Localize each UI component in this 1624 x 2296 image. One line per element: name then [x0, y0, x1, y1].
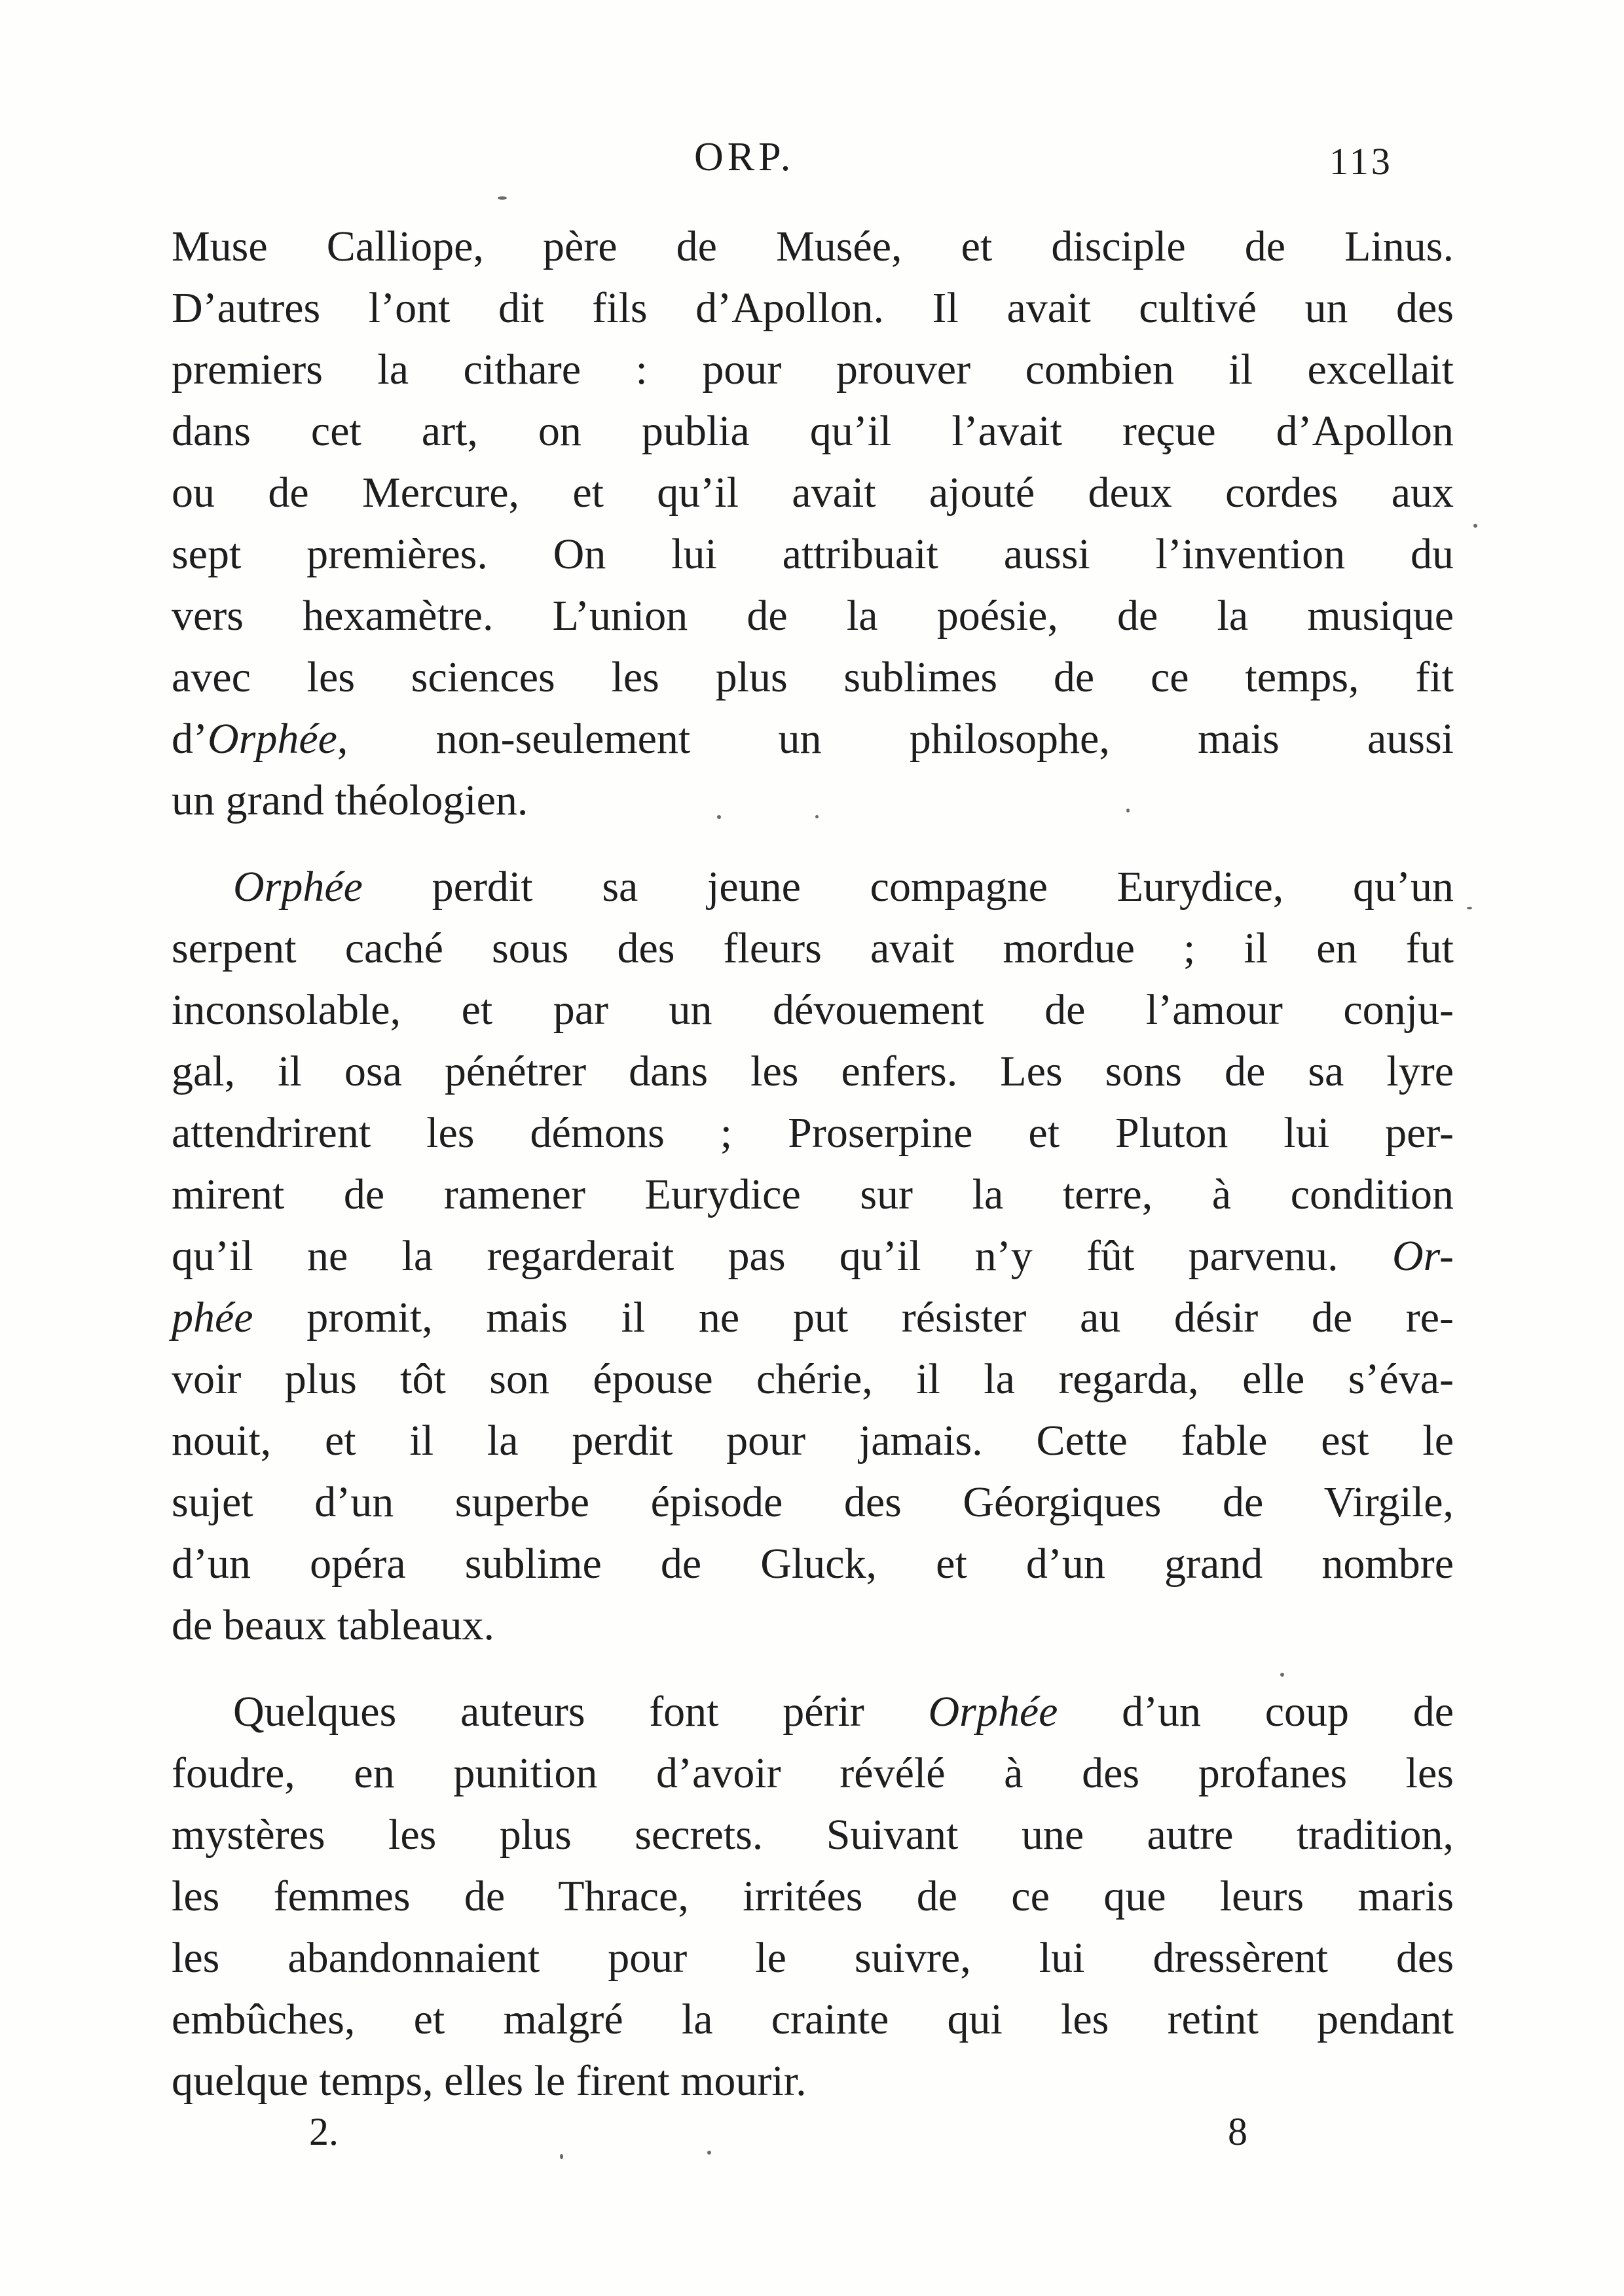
text-line: vers hexamètre. L’union de la poésie, de la musique: [172, 592, 1454, 640]
proper-name-italic: Orphée: [233, 863, 363, 911]
text-line: les abandonnaient pour le suivre, lui dressèrent des: [172, 1934, 1454, 1982]
text-line: dans cet art, on publia qu’il l’avait reçue d’Apollon: [172, 407, 1454, 455]
text-line: attendrirent les démons ; Proserpine et Pluton lui per-: [172, 1109, 1454, 1157]
text-line: Quelques auteurs font périr Orphée d’un coup de: [233, 1688, 1454, 1736]
text-line: gal, il osa pénétrer dans les enfers. Les sons de sa lyre: [172, 1048, 1454, 1095]
text-line: inconsolable, et par un dévouement de l’amour conju-: [172, 986, 1454, 1034]
paper-speck: [498, 196, 507, 200]
paper-speck: [1126, 809, 1130, 812]
paragraph-3: [172, 1681, 1454, 2112]
text-line: nouit, et il la perdit pour jamais. Cette fable est le: [172, 1417, 1454, 1465]
page-number: 113: [1329, 140, 1393, 183]
text-line: Muse Calliope, père de Musée, et disciple de Linus.: [172, 223, 1454, 270]
paragraph-2: [172, 856, 1454, 1656]
text-line: ou de Mercure, et qu’il avait ajouté deux cordes aux: [172, 469, 1454, 517]
body-text: [172, 216, 1454, 2137]
text-line: sept premières. On lui attribuait aussi l’invention du: [172, 530, 1454, 578]
text-line: d’Orphée, non-seulement un philosophe, mais aussi: [172, 715, 1454, 763]
text-line: embûches, et malgré la crainte qui les retint pendant: [172, 1995, 1454, 2043]
paper-speck: [1467, 907, 1472, 909]
paper-speck: [717, 815, 721, 819]
text-line: premiers la cithare : pour prouver combien il excellait: [172, 346, 1454, 393]
text-line: avec les sciences les plus sublimes de ce temps, fit: [172, 653, 1454, 701]
running-head: ORP.: [694, 135, 795, 179]
paper-speck: [707, 2151, 711, 2155]
page-header: [0, 134, 1624, 187]
proper-name-italic: Or-: [1392, 1232, 1454, 1280]
text-line: les femmes de Thrace, irritées de ce que leurs maris: [172, 1872, 1454, 1920]
text-line: phée promit, mais il ne put résister au désir de re-: [172, 1294, 1454, 1341]
text-line: sujet d’un superbe épisode des Géorgiques de Virgile,: [172, 1478, 1454, 1526]
proper-name-italic: phée: [172, 1294, 253, 1341]
text-line: D’autres l’ont dit fils d’Apollon. Il avait cultivé un des: [172, 284, 1454, 332]
text-line: Orphée perdit sa jeune compagne Eurydice, qu’un: [233, 863, 1454, 911]
text-line: de beaux tableaux.: [172, 1601, 494, 1649]
text-line: qu’il ne la regarderait pas qu’il n’y fût parvenu. Or-: [172, 1232, 1454, 1280]
text-line: d’un opéra sublime de Gluck, et d’un grand nombre: [172, 1540, 1454, 1588]
paper-speck: [815, 815, 819, 818]
gathering-number: 8: [1228, 2110, 1247, 2153]
paper-speck: [560, 2154, 563, 2159]
paper-speck: [1280, 1673, 1284, 1677]
text-line: un grand théologien.: [172, 776, 528, 824]
proper-name-italic: Orphée: [207, 715, 337, 763]
proper-name-italic: Orphée: [928, 1688, 1058, 1736]
paper-speck: [1473, 524, 1477, 528]
text-line: serpent caché sous des fleurs avait mordue ; il en fut: [172, 924, 1454, 972]
text-line: mystères les plus secrets. Suivant une autre tradition,: [172, 1811, 1454, 1859]
page-footer: [0, 2109, 1624, 2162]
text-line: voir plus tôt son épouse chérie, il la regarda, elle s’éva-: [172, 1355, 1454, 1403]
paragraph-1: [172, 216, 1454, 831]
signature-mark: 2.: [309, 2110, 339, 2153]
text-line: foudre, en punition d’avoir révélé à des profanes les: [172, 1749, 1454, 1797]
text-line: quelque temps, elles le firent mourir.: [172, 2057, 807, 2105]
text-line: mirent de ramener Eurydice sur la terre, à condition: [172, 1171, 1454, 1218]
